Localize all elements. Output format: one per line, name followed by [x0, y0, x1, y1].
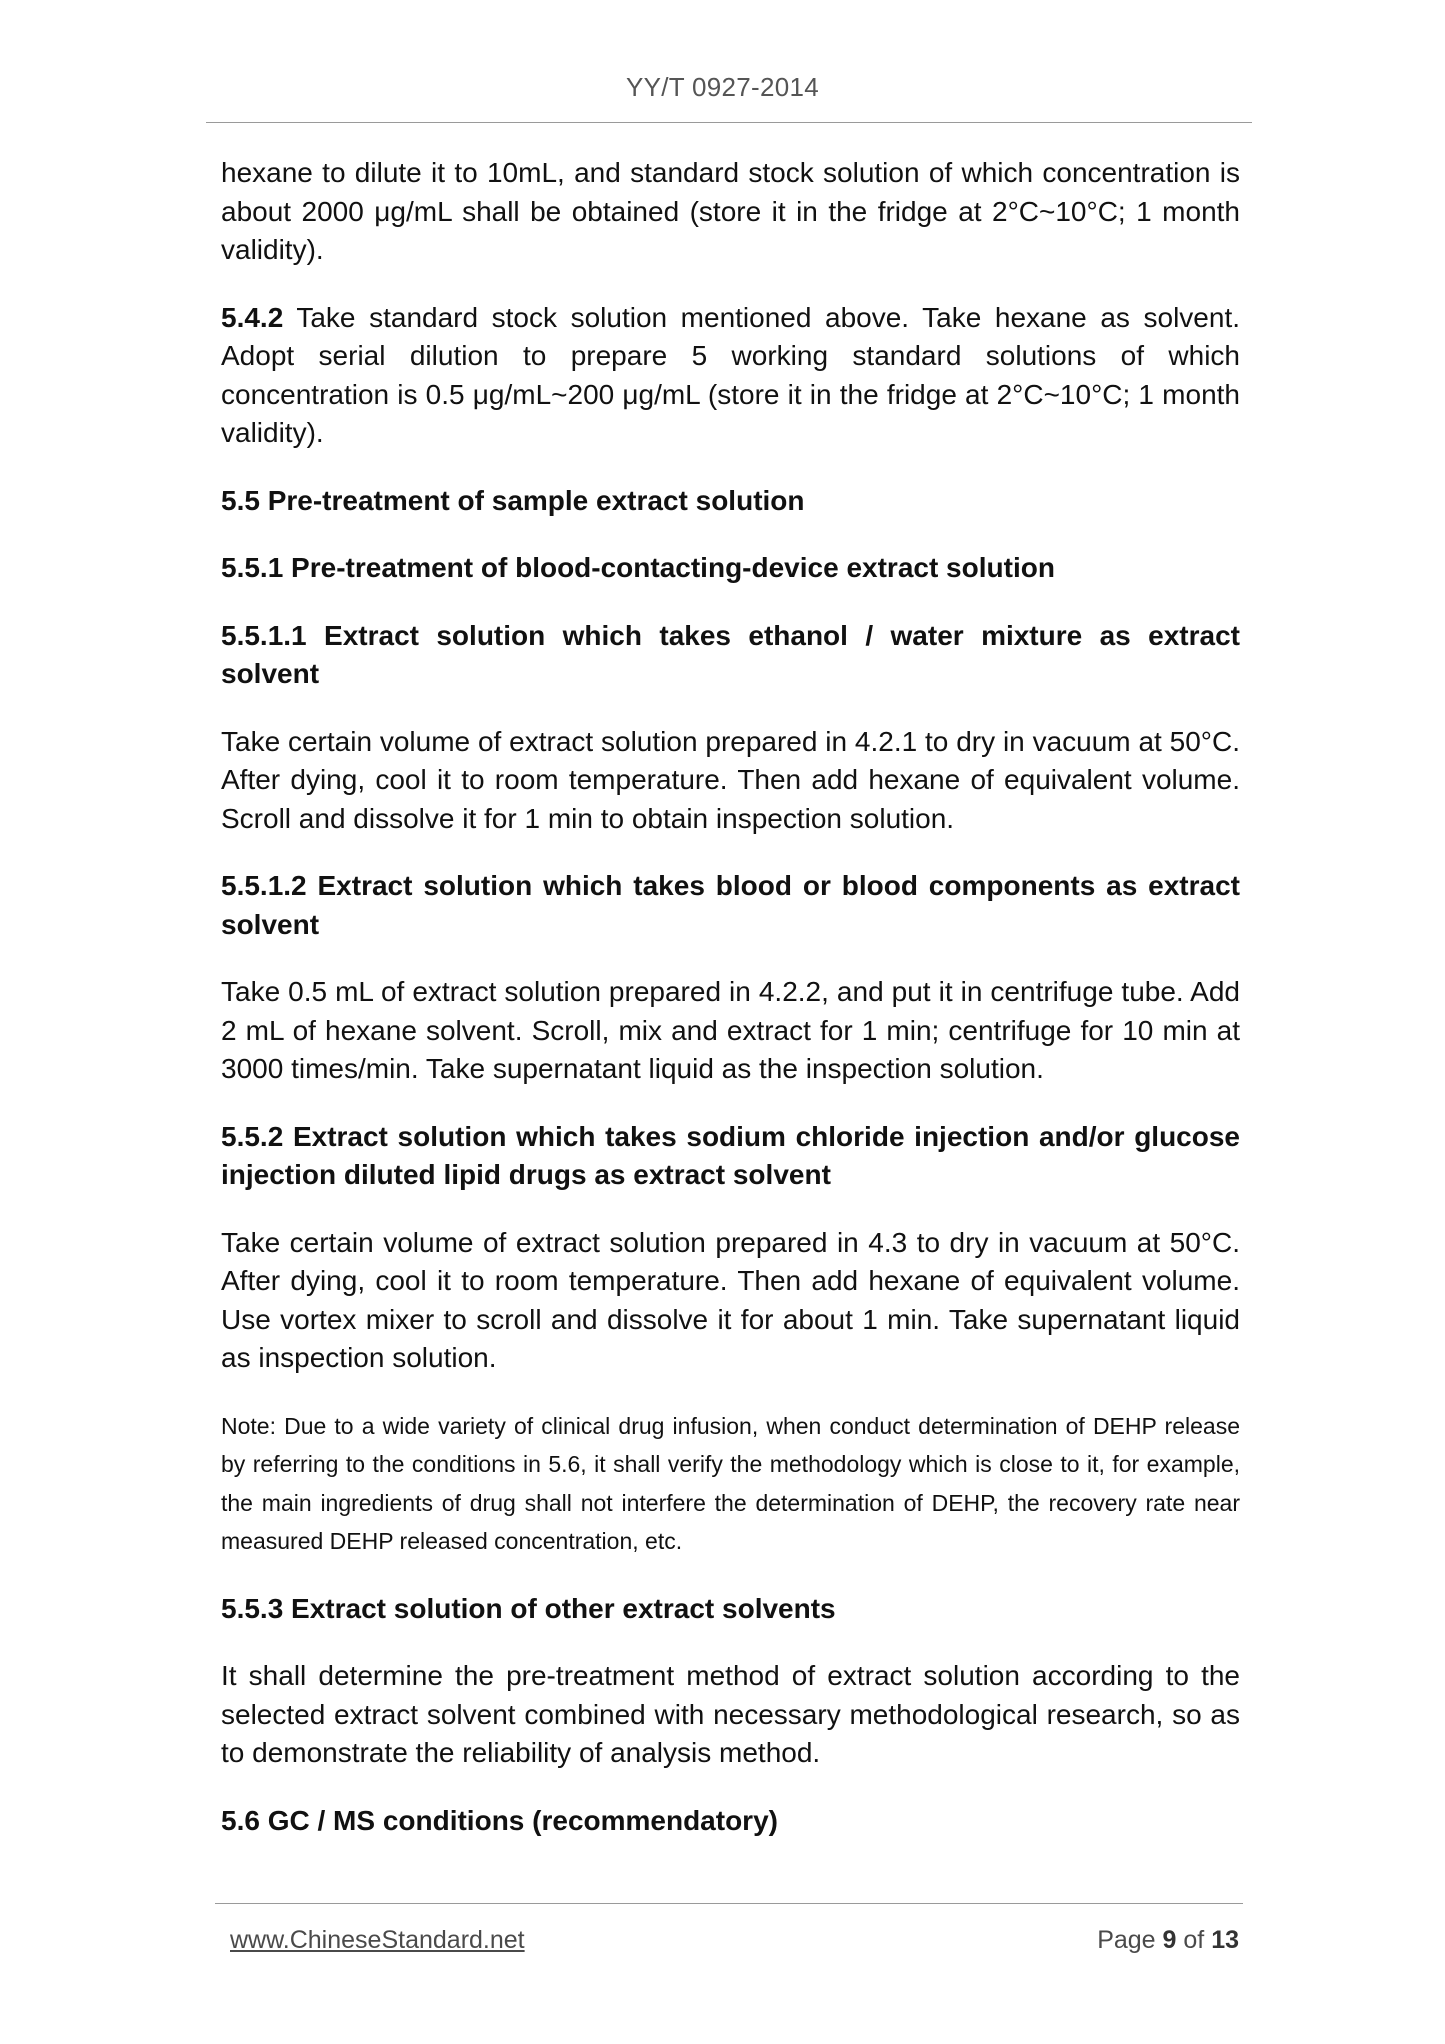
footer-website-link[interactable]: www.ChineseStandard.net: [230, 1926, 525, 1954]
paragraph-5-5-1-2: Take 0.5 mL of extract solution prepared in 4.2.2, and put it in centrifuge tube. Add 2 mL of hexane solvent. Scroll, mix and extract for 1 min; centrifuge for 10 min at 3000 times/min. Take supernatant liquid as the inspection solution.: [221, 976, 1240, 1084]
heading-5-5-3: 5.5.3 Extract solution of other extract solvents: [221, 1592, 836, 1624]
heading-5-5-2: 5.5.2 Extract solution which takes sodium chloride injection and/or glucose injection diluted lipid drugs as extract solvent: [221, 1120, 1240, 1190]
section-number: 5.4.2: [221, 301, 284, 333]
current-page-number: 9: [1162, 1926, 1177, 1954]
page-indicator: [1097, 1926, 1239, 1955]
heading-5-6: 5.6 GC / MS conditions (recommendatory): [221, 1804, 778, 1836]
paragraph-5-5-3: It shall determine the pre-treatment method of extract solution according to the selected extract solvent combined with necessary methodological research, so as to demonstrate the reliability of analysis method.: [221, 1660, 1240, 1768]
paragraph-5-5-2: Take certain volume of extract solution prepared in 4.3 to dry in vacuum at 50°C. After dying, cool it to room temperature. Then add hexane of equivalent volume. Use vortex mixer to scroll and dissolve it for about 1 min. Take supernatant liquid as inspection solution.: [221, 1226, 1240, 1373]
page-separator: of: [1176, 1926, 1212, 1954]
header-divider: [206, 122, 1252, 123]
section-5-4-2: [221, 299, 1240, 453]
heading-5-5-1: 5.5.1 Pre-treatment of blood-contacting-device extract solution: [221, 552, 1055, 583]
heading-5-5-1-2: 5.5.1.2 Extract solution which takes blood or blood components as extract solvent: [221, 870, 1240, 940]
note-paragraph: Note: Due to a wide variety of clinical drug infusion, when conduct determination of DEHP release by referring to the conditions in 5.6, it shall verify the methodology which is close to it, for example, the main ingredients of drug shall not interfere the determination of DEHP, the recovery rate near measured DEHP released concentration, etc.: [221, 1412, 1240, 1554]
paragraph-5-5-1-1: Take certain volume of extract solution prepared in 4.2.1 to dry in vacuum at 50°C. After dying, cool it to room temperature. Then add hexane of equivalent volume. Scroll and dissolve it for 1 min to obtain inspection solution.: [221, 725, 1240, 834]
footer-divider: [215, 1903, 1243, 1904]
paragraph-stock-solution: hexane to dilute it to 10mL, and standard stock solution of which concentration is about 2000 μg/mL shall be obtained (store it in the fridge at 2°C~10°C; 1 month validity).: [221, 157, 1240, 265]
heading-5-5: 5.5 Pre-treatment of sample extract solution: [221, 484, 805, 516]
section-5-4-2-text: Take standard stock solution mentioned above. Take hexane as solvent. Adopt serial dilution to prepare 5 working standard solutions of which concentration is 0.5 μg/mL~200 μg/mL (store it in the fridge at 2°C~10°C; 1 month validity).: [221, 301, 1240, 448]
page-content: [221, 154, 1240, 1869]
total-page-count: 13: [1211, 1926, 1239, 1954]
page-prefix: Page: [1097, 1926, 1163, 1954]
heading-5-5-1-1: 5.5.1.1 Extract solution which takes ethanol / water mixture as extract solvent: [221, 619, 1240, 689]
document-header-title: YY/T 0927-2014: [625, 72, 820, 102]
